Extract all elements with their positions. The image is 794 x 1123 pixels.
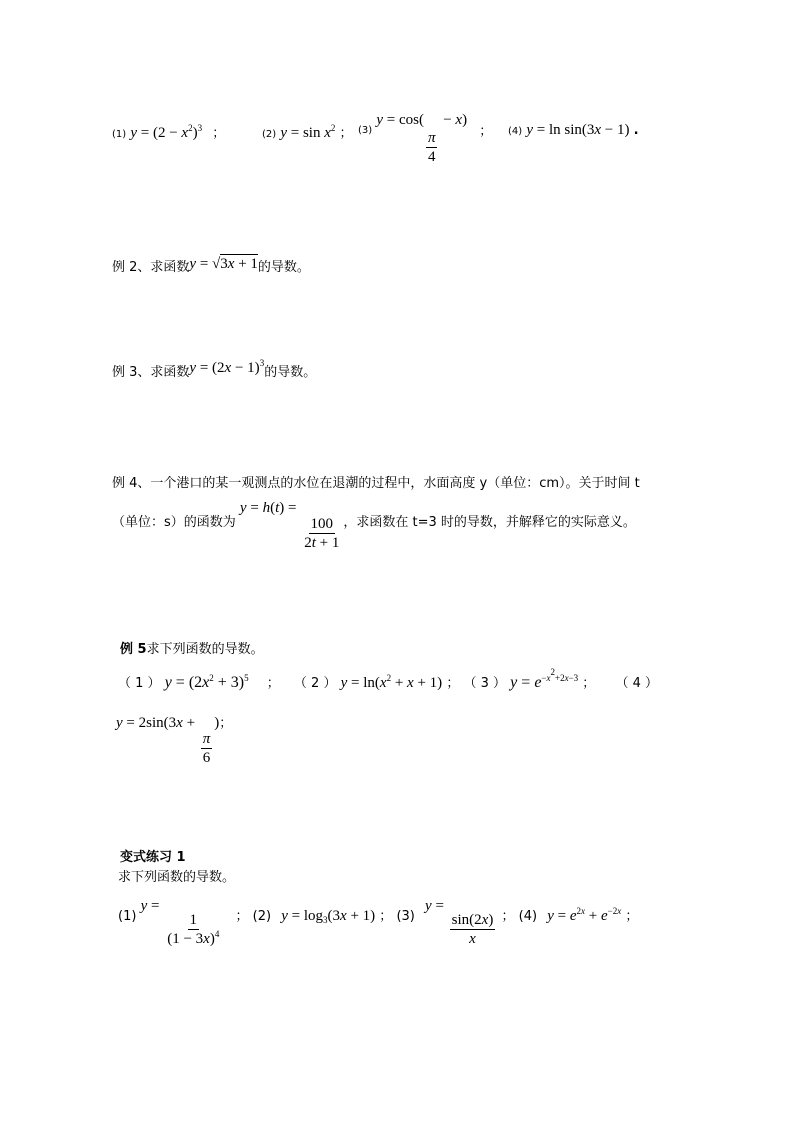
ex4-formula: y = h(t) = $\frac{100}{2t + 1}$	[239, 500, 340, 551]
ex2-prefix: 例 2、求函数	[112, 260, 190, 275]
ex1-item1-sep: ；	[212, 126, 226, 141]
ex4-line2	[112, 500, 636, 552]
var1-sep1: ；	[235, 909, 249, 924]
ex5-sep2: ；	[446, 676, 460, 691]
var1-formula1: y = $\frac{1}{(1 - 3x)^4}$	[140, 898, 220, 947]
ex1-item4-end: .	[633, 123, 639, 138]
var1-formula4: $y = e^{2x} + e^{-2x}$	[547, 906, 622, 924]
var1-sep2: ；	[379, 909, 393, 924]
ex1-item3-sep: ；	[479, 124, 493, 139]
ex5-formula1: $y = (2x^2 + 3)^5$	[164, 673, 249, 691]
ex1-item2	[262, 122, 353, 142]
var1-label2: (2)	[252, 909, 272, 924]
ex4-prefix: （单位：s）的函数为	[112, 515, 236, 530]
ex4-line1: 例 4、一个港口的某一观测点的水位在退潮的过程中，水面高度 y（单位：cm）。关于时间 t	[112, 476, 640, 491]
var1-subtitle: 求下列函数的导数。	[118, 870, 236, 885]
ex5-title-rest: 求下列函数的导数。	[146, 642, 264, 657]
ex5-label1: （ 1 ）	[118, 676, 161, 691]
var1-sep3: ；	[501, 909, 515, 924]
ex5-line2	[116, 712, 232, 767]
var1-line	[118, 898, 638, 948]
ex5-label3: （ 3 ）	[463, 676, 507, 691]
var1-formula2: $y = \log_3(3x + 1)$	[281, 908, 376, 925]
ex5-formula3: $y = e^{-x^2+2x-3}$	[510, 667, 579, 691]
ex1-item4-formula: y = ln sin(3x − 1)	[526, 122, 630, 138]
ex3-line	[112, 360, 316, 380]
var1-label4: (4)	[518, 909, 538, 924]
ex1-item4-label: (4)	[508, 126, 523, 137]
ex2-line	[112, 256, 310, 275]
ex5-label4: （ 4 ）	[615, 676, 658, 691]
ex1-item2-label: (2)	[262, 129, 277, 140]
ex3-suffix: 的导数。	[264, 365, 317, 380]
ex1-item3-label: (3)	[358, 125, 373, 136]
var1-formula3: y = $\frac{\sin(2x)}{x}$	[425, 898, 494, 947]
ex5-sep4: ；	[219, 716, 233, 731]
ex5-formula4: y = 2sin(3x + $\frac{\pi}{6}$ )	[116, 715, 220, 766]
ex4-suffix: ，求函数在 t=3 时的导数，并解释它的实际意义。	[343, 515, 636, 530]
var1-label3: (3)	[396, 909, 415, 924]
ex5-line1	[118, 667, 678, 692]
ex5-title-bold: 例 5	[120, 642, 147, 657]
ex5-label2: （ 2 ）	[293, 676, 337, 691]
ex5-sep1: ；	[266, 676, 280, 691]
ex3-prefix: 例 3、求函数	[112, 365, 190, 380]
ex1-item1-label: (1)	[112, 129, 127, 140]
ex1-item2-sep: ；	[339, 126, 353, 141]
ex1-item4	[508, 122, 639, 139]
ex2-suffix: 的导数。	[257, 260, 310, 275]
ex3-formula: $y = (2x - 1)^3$	[189, 358, 265, 376]
ex5-sep3: ；	[582, 676, 596, 691]
ex5-formula2: $y = \ln(x^2 + x + 1)$	[340, 673, 443, 691]
ex5-title	[120, 638, 264, 657]
ex1-line	[112, 122, 225, 142]
ex1-item3	[358, 112, 492, 166]
ex1-item2-formula: $y = \sin x^2$	[280, 123, 336, 141]
var1-title: 变式练习 1	[120, 850, 186, 865]
ex1-item1-formula: $y = (2 - x^2)^3$	[130, 123, 203, 141]
ex2-formula: y = √3x + 1	[189, 256, 258, 272]
ex1-item3-formula: y = cos( $\frac{\pi}{4}$ − x)	[376, 112, 468, 165]
var1-label1: (1)	[118, 909, 137, 924]
var1-sep4: ；	[625, 909, 639, 924]
